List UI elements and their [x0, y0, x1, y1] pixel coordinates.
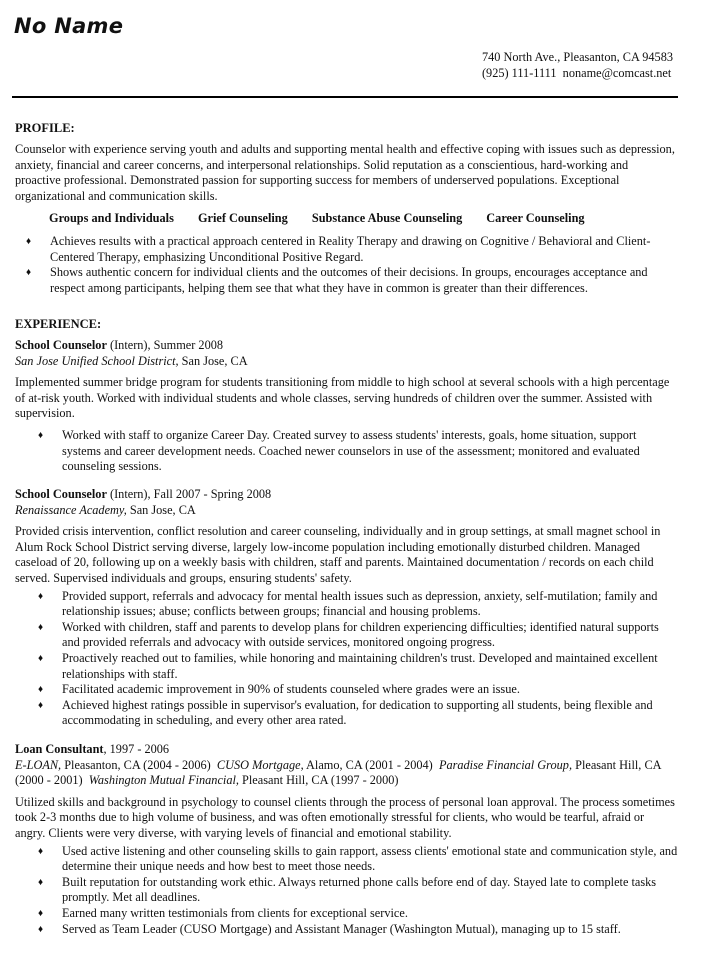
list-item [38, 427, 662, 475]
diamond-bullet-icon: ♦ [38, 923, 44, 935]
job-employers [15, 758, 670, 789]
diamond-bullet-icon: ♦ [38, 845, 44, 857]
job-org [15, 354, 680, 370]
skill-item: Career Counseling [486, 211, 585, 225]
contact-info [482, 49, 673, 81]
job-title [15, 487, 680, 503]
diamond-bullet-icon: ♦ [26, 267, 32, 279]
bullet-text: Proactively reached out to families, while honoring and maintaining children's trust. Developed and maintained excellent relationships with staff. [62, 650, 658, 681]
list-item [38, 843, 682, 875]
list-item [38, 588, 667, 620]
bullet-text: Built reputation for outstanding work ethic. Always returned phone calls before end of day. Stayed late to complete tasks promptly. Met all deadlines. [62, 874, 657, 905]
email: noname@comcast.net [562, 66, 672, 80]
profile-summary [15, 142, 675, 204]
job-role-detail: , 1997 - 2006 [103, 742, 170, 756]
org-name: CUSO Mortgage, [216, 757, 304, 772]
job-description: Provided crisis intervention, conflict resolution and career counseling, individually and in group settings, at small magnet school in Alum Rock School District serving diverse, largely low-income population including emotionally disturbed children. Managed caseload of 20, following up on a weekly basis with children, staff and parents. Maintained documentation / records on each child served. Supervised individuals and groups, ensuring students' safety. [15, 524, 661, 585]
address: 740 North Ave., Pleasanton, CA 94583 [481, 50, 673, 64]
diamond-bullet-icon: ♦ [38, 429, 44, 441]
list-item [38, 921, 682, 938]
org-location: San Jose, CA [178, 353, 248, 368]
diamond-bullet-icon: ♦ [38, 699, 44, 711]
org-name: Renaissance Academy, [15, 502, 127, 517]
list-item [38, 905, 682, 922]
diamond-bullet-icon: ♦ [38, 652, 44, 664]
list-item [26, 234, 670, 265]
job-role: Loan Consultant [15, 742, 104, 756]
org-location: San Jose, CA [126, 502, 196, 517]
org-detail: Pleasanton, CA (2004 - 2006) [61, 757, 211, 772]
skill-item: Groups and Individuals [49, 211, 174, 225]
bullet-text: Achieved highest ratings possible in supervisor's evaluation, for dedication to supporting all students, being flexible and accommodating in scheduling, and every other area rated. [62, 697, 653, 728]
bullet-text: Served as Team Leader (CUSO Mortgage) and Assistant Manager (Washington Mutual), managing up to 15 staff. [62, 921, 621, 936]
job-role-detail: (Intern), Fall 2007 - Spring 2008 [106, 487, 272, 501]
job-bullets [38, 427, 662, 475]
org-detail: Pleasant Hill, CA (1997 - 2000) [238, 773, 399, 788]
diamond-bullet-icon: ♦ [38, 907, 44, 919]
list-item [38, 682, 667, 698]
experience-heading: EXPERIENCE: [15, 317, 102, 331]
job-description: Implemented summer bridge program for students transitioning from middle to high school at several schools with a high percentage of at-risk youth. Worked with individual students and whole classes, serving hundreds of children over the summer. Assisted with supervision. [15, 375, 670, 421]
job-role-detail: (Intern), Summer 2008 [106, 338, 224, 352]
job-bullets [38, 843, 682, 938]
list-item [38, 874, 682, 906]
bullet-text: Shows authentic concern for individual clients and the outcomes of their decisions. In groups, encourages acceptance and respect among participants, helping them see that what they have in common is greater than their differences. [50, 265, 648, 295]
bullet-text: Achieves results with a practical approach centered in Reality Therapy and drawing on Cognitive / Behavioral and Client-Centered Therapy, emphasizing Unconditional Positive Regard. [50, 234, 651, 264]
diamond-bullet-icon: ♦ [38, 590, 44, 602]
header-divider [12, 96, 678, 98]
job-loan-consultant [15, 742, 680, 937]
bullet-text: Earned many written testimonials from clients for exceptional service. [62, 905, 408, 920]
job-role: School Counselor [15, 338, 107, 352]
list-item [38, 650, 667, 682]
job-role: School Counselor [15, 487, 107, 501]
job-school-counselor-2007-2008 [15, 487, 680, 729]
org-detail: Alamo, CA (2001 - 2004) [303, 757, 433, 772]
diamond-bullet-icon: ♦ [38, 684, 44, 696]
phone: (925) 111-1111 [481, 66, 557, 80]
org-name: E-LOAN, [15, 757, 62, 772]
job-school-counselor-summer-2008 [15, 338, 680, 475]
diamond-bullet-icon: ♦ [26, 236, 32, 247]
profile-heading: PROFILE: [15, 121, 75, 135]
job-bullets [38, 588, 667, 729]
job-description: Utilized skills and background in psychology to counsel clients through the process of personal loan approval. The process sometimes took 2-3 months due to high volume of business, and was often emotionally stressful for clients, who would be tearful, afraid or angry. Clients were very diverse, with varying levels of financial and emotional stability. [15, 794, 675, 840]
list-item [26, 265, 670, 296]
list-item [38, 697, 667, 729]
job-title [15, 338, 680, 354]
org-detail: Pleasant Hill, CA (2000 - 2001) [15, 757, 661, 788]
bullet-text: Used active listening and other counseling skills to gain rapport, assess clients' emotional state and communication style, and determine their unique needs and how best to meet those needs. [62, 843, 678, 874]
diamond-bullet-icon: ♦ [38, 621, 44, 633]
org-name: Paradise Financial Group, [438, 757, 573, 772]
bullet-text: Worked with staff to organize Career Day. Created survey to assess students' interests, goals, home situation, support systems and career development needs. Coached newer counselors in use of the assessment; monitored and evaluated counseling sessions. [62, 427, 640, 474]
list-item [38, 619, 667, 651]
skills-list [49, 211, 606, 227]
profile-bullets [26, 234, 670, 296]
job-org [15, 503, 680, 519]
bullet-text: Facilitated academic improvement in 90% of students counseled where grades were an issue. [62, 682, 520, 697]
bullet-text: Worked with children, staff and parents to develop plans for children experiencing difficulties; identified natural supports and provided referrals and advocacy with outside services, monitored ongoing progress. [62, 619, 659, 650]
phone-email-line [482, 65, 673, 81]
skill-item: Substance Abuse Counseling [311, 211, 463, 225]
org-name: Washington Mutual Financial, [88, 773, 239, 788]
job-title [15, 742, 680, 758]
skill-item: Grief Counseling [197, 211, 288, 225]
resume-name: No Name [14, 14, 124, 38]
profile-summary-text: Counselor with experience serving youth and adults and supporting mental health and effective coping with issues such as depression, anxiety, financial and career concerns, and interpersonal relationships. Solid reputation as a conscientious, hard-working and proactive professional. Demonstrated passion for supporting success for members of underserved populations. Exceptional organizational and communication skills. [15, 142, 675, 203]
bullet-text: Provided support, referrals and advocacy for mental health issues such as depression, anxiety, self-mutilation; family and relationship issues; abuse; conflicts between groups; financial and housing problems. [62, 588, 658, 619]
diamond-bullet-icon: ♦ [38, 876, 44, 888]
org-name: San Jose Unified School District, [15, 353, 179, 368]
